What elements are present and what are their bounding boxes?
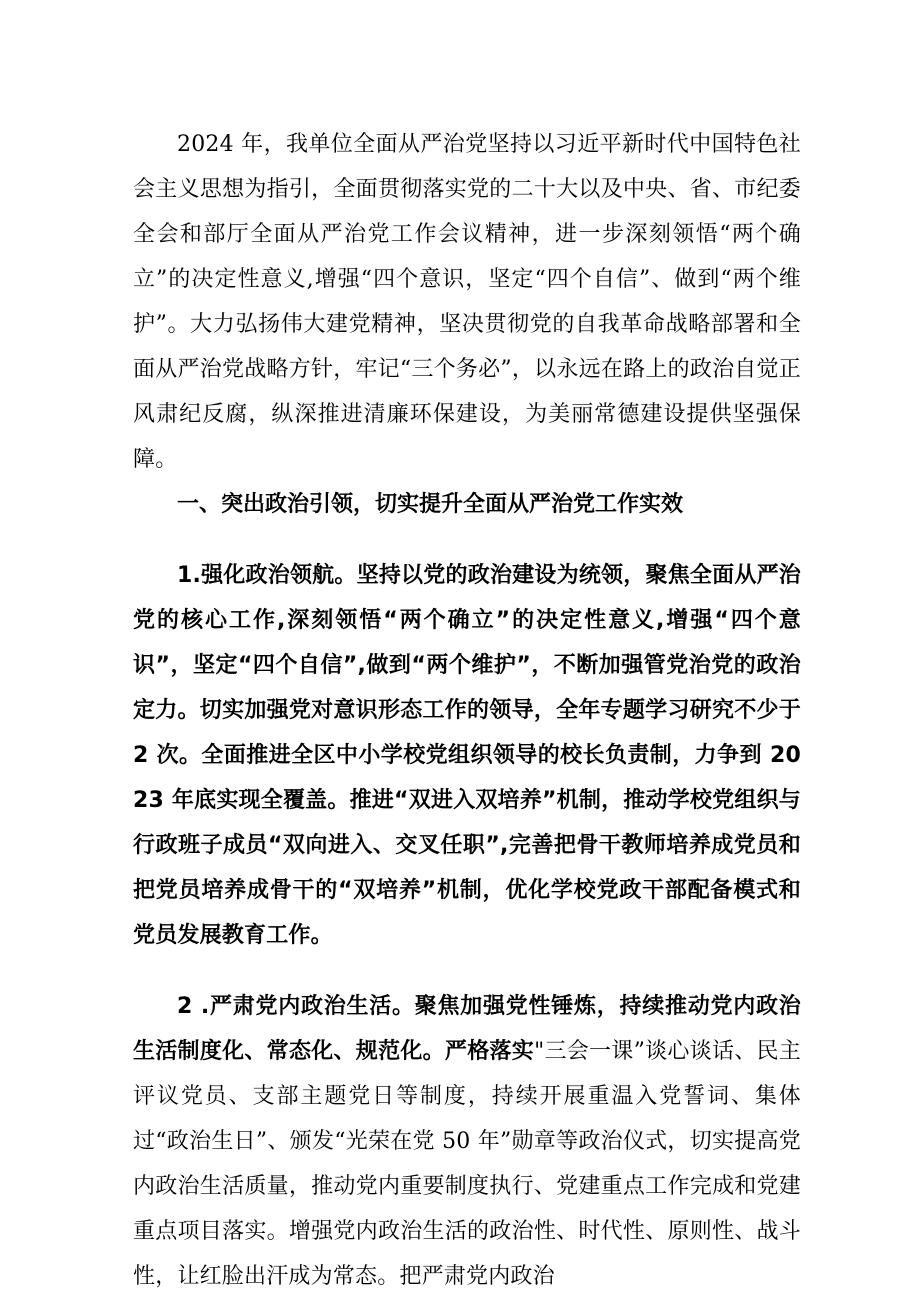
item1-paragraph: 1.强化政治领航。坚持以党的政治建设为统领，聚焦全面从严治党的核心工作,深刻领悟“两个确立”的决定性意义,增强“四个意识”，坚定“四个自信”,做到“两个维护”，不断加强管党治党的政治定力。切实加强党对意识形态工作的领导，全年专题学习研究不少于 2 次。全面推进全区中小学校党组织领导的校长负责制，力争到 2023 年底实现全覆盖。推进“双进入双培养”机制，推动学校党组织与行政班子成员“双向进入、交叉任职”,完善把骨干教师培养成党员和把党员培养成骨干的“双培养”机制，优化学校党政干部配备模式和党员发展教育工作。: [133, 563, 801, 948]
intro-paragraph: 2024 年，我单位全面从严治党坚持以习近平新时代中国特色社会主义思想为指引，全面贯彻落实党的二十大以及中央、省、市纪委全会和部厅全面从严治党工作会议精神，进一步深刻领悟“两个确立”的决定性意义,增强“四个意识，坚定“四个自信”、做到“两个维护”。大力弘扬伟大建党精神，坚决贯彻党的自我革命战略部署和全面从严治党战略方针，牢记“三个务必”，以永远在路上的政治自觉正风肃纪反腐，纵深推进清廉环保建设，为美丽常德建设提供坚强保障。: [133, 132, 801, 472]
section-heading: 一、突出政治引领，切实提升全面从严治党工作实效: [177, 492, 684, 517]
item2-bold-text: 2 .严肃党内政治生活。聚焦加强党性锤炼，持续推动党内政治生活制度化、常态化、规范化。严格落实: [133, 994, 801, 1064]
document-page: [133, 122, 801, 1299]
item2-regular-text: "三会一课”谈心谈话、民主评议党员、支部主题党日等制度，持续开展重温入党誓词、集体过“政治生日”、颁发“光荣在党 50 年”勋章等政治仪式，切实提高党内政治生活质量，推动党内重要制度执行、党建重点工作完成和党建重点项目落实。增强党内政治生活的政治性、时代性、原则性、战斗性，让红脸出汗成为常态。把严肃党内政治: [133, 1039, 801, 1289]
item2-paragraph: [133, 984, 801, 1299]
